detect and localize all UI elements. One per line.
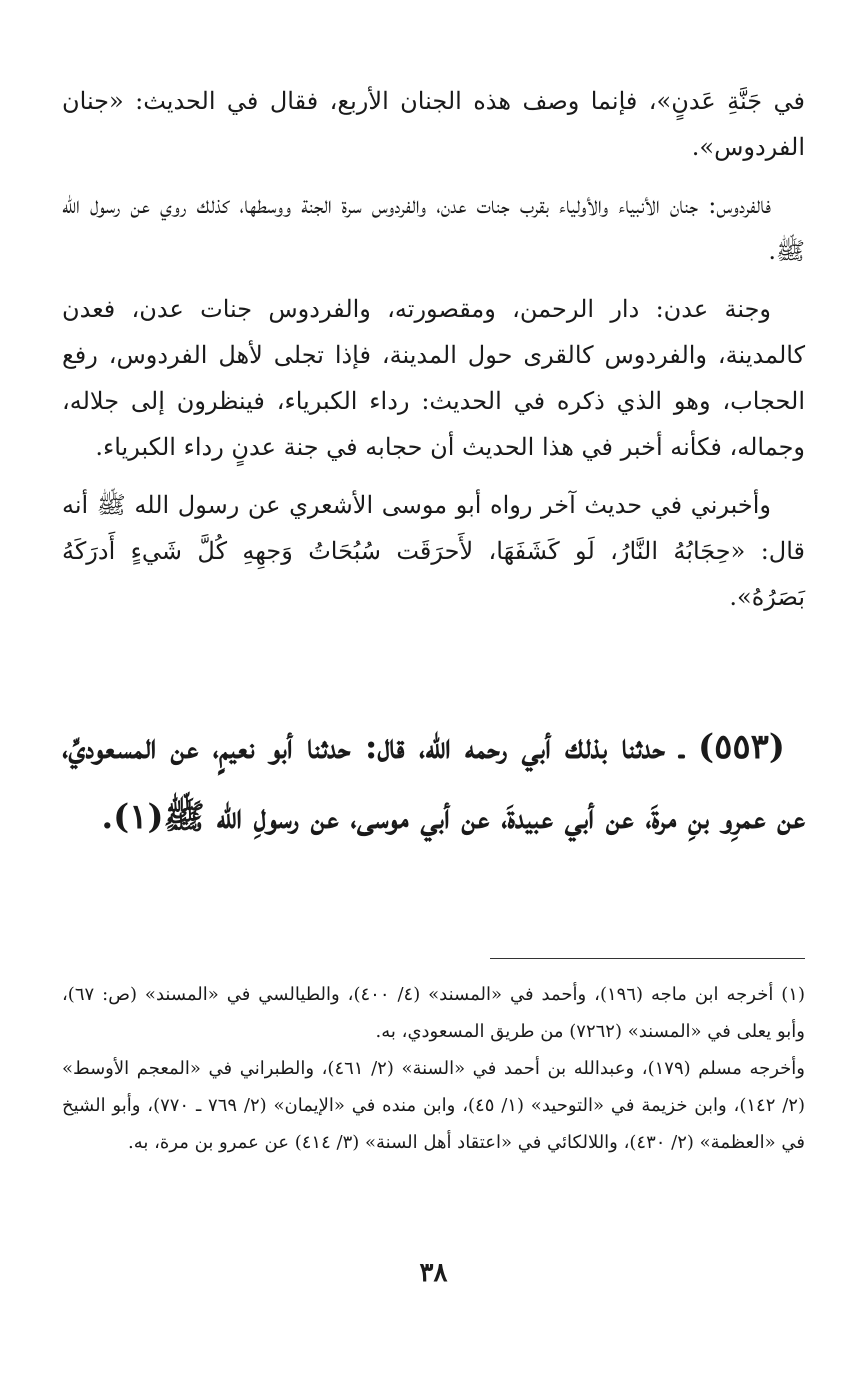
footnote-separator (490, 958, 805, 959)
paragraph-1: في جَنَّةِ عَدنٍ»، فإنما وصف هذه الجنان الأربع، فقال في الحديث: «جنان الفردوس». (62, 87, 805, 161)
footnotes (62, 976, 805, 1161)
main-text (62, 78, 805, 632)
paragraph-4: وأخبرني في حديث آخر رواه أبو موسى الأشعري عن رسول الله ﷺ أنه قال: «حِجَابُهُ النَّارُ، لَو كَشَفَهَا، لأَحرَقَت سُبُحَاتُ وَجهِهِ كُلَّ شَيءٍ أَدرَكَهُ بَصَرُهُ». (62, 491, 806, 611)
paragraph-3: وجنة عدن: دار الرحمن، ومقصورته، والفردوس جنات عدن، فعدن كالمدينة، والفردوس كالقرى حول المدينة، فإذا تجلى لأهل الفردوس، رفع الحجاب، وهو الذي ذكره في الحديث: رداء الكبرياء، فينظرون إلى جلاله، وجماله، فكأنه أخبر في هذا الحديث أن حجابه في جنة عدنٍ رداء الكبرياء. (62, 295, 805, 461)
hadith-block (62, 712, 805, 852)
paragraph-2: فالفردوس: جنان الأنبياء والأولياء بقرب جنات عدن، والفردوس سرة الجنة ووسطها، كذلك روي عن رسول الله ﷺ. (62, 191, 805, 265)
page-number: ٣٨ (419, 1258, 448, 1288)
hadith-text: (٥٥٣) ـ حدثنا بذلك أبي رحمه الله، قال: حدثنا أبو نعيمٍ، عن المسعوديِّ، عن عمرِو بنِ مرةَ، عن أبي عبيدةَ، عن أبي موسى، عن رسولِ الله ﷺ(١). (62, 727, 805, 837)
footnote-1-continued: وأخرجه مسلم (١٧٩)، وعبدالله بن أحمد في «السنة» (٢/ ٤٦١)، والطبراني في «المعجم الأوسط» (٢/ ١٤٢)، وابن خزيمة في «التوحيد» (١/ ٤٥)، وابن منده في «الإيمان» (٢/ ٧٦٩ ـ ٧٧٠)، وأبو الشيخ في «العظمة» (٢/ ٤٣٠)، واللالكائي في «اعتقاد أهل السنة» (٣/ ٤١٤) عن عمرو بن مرة، به. (62, 1058, 806, 1153)
footnote-1: (١) أخرجه ابن ماجه (١٩٦)، وأحمد في «المسند» (٤/ ٤٠٠)، والطيالسي في «المسند» (ص: ٦٧)، وأبو يعلى في «المسند» (٧٢٦٢) من طريق المسعودي، به. (62, 984, 805, 1042)
